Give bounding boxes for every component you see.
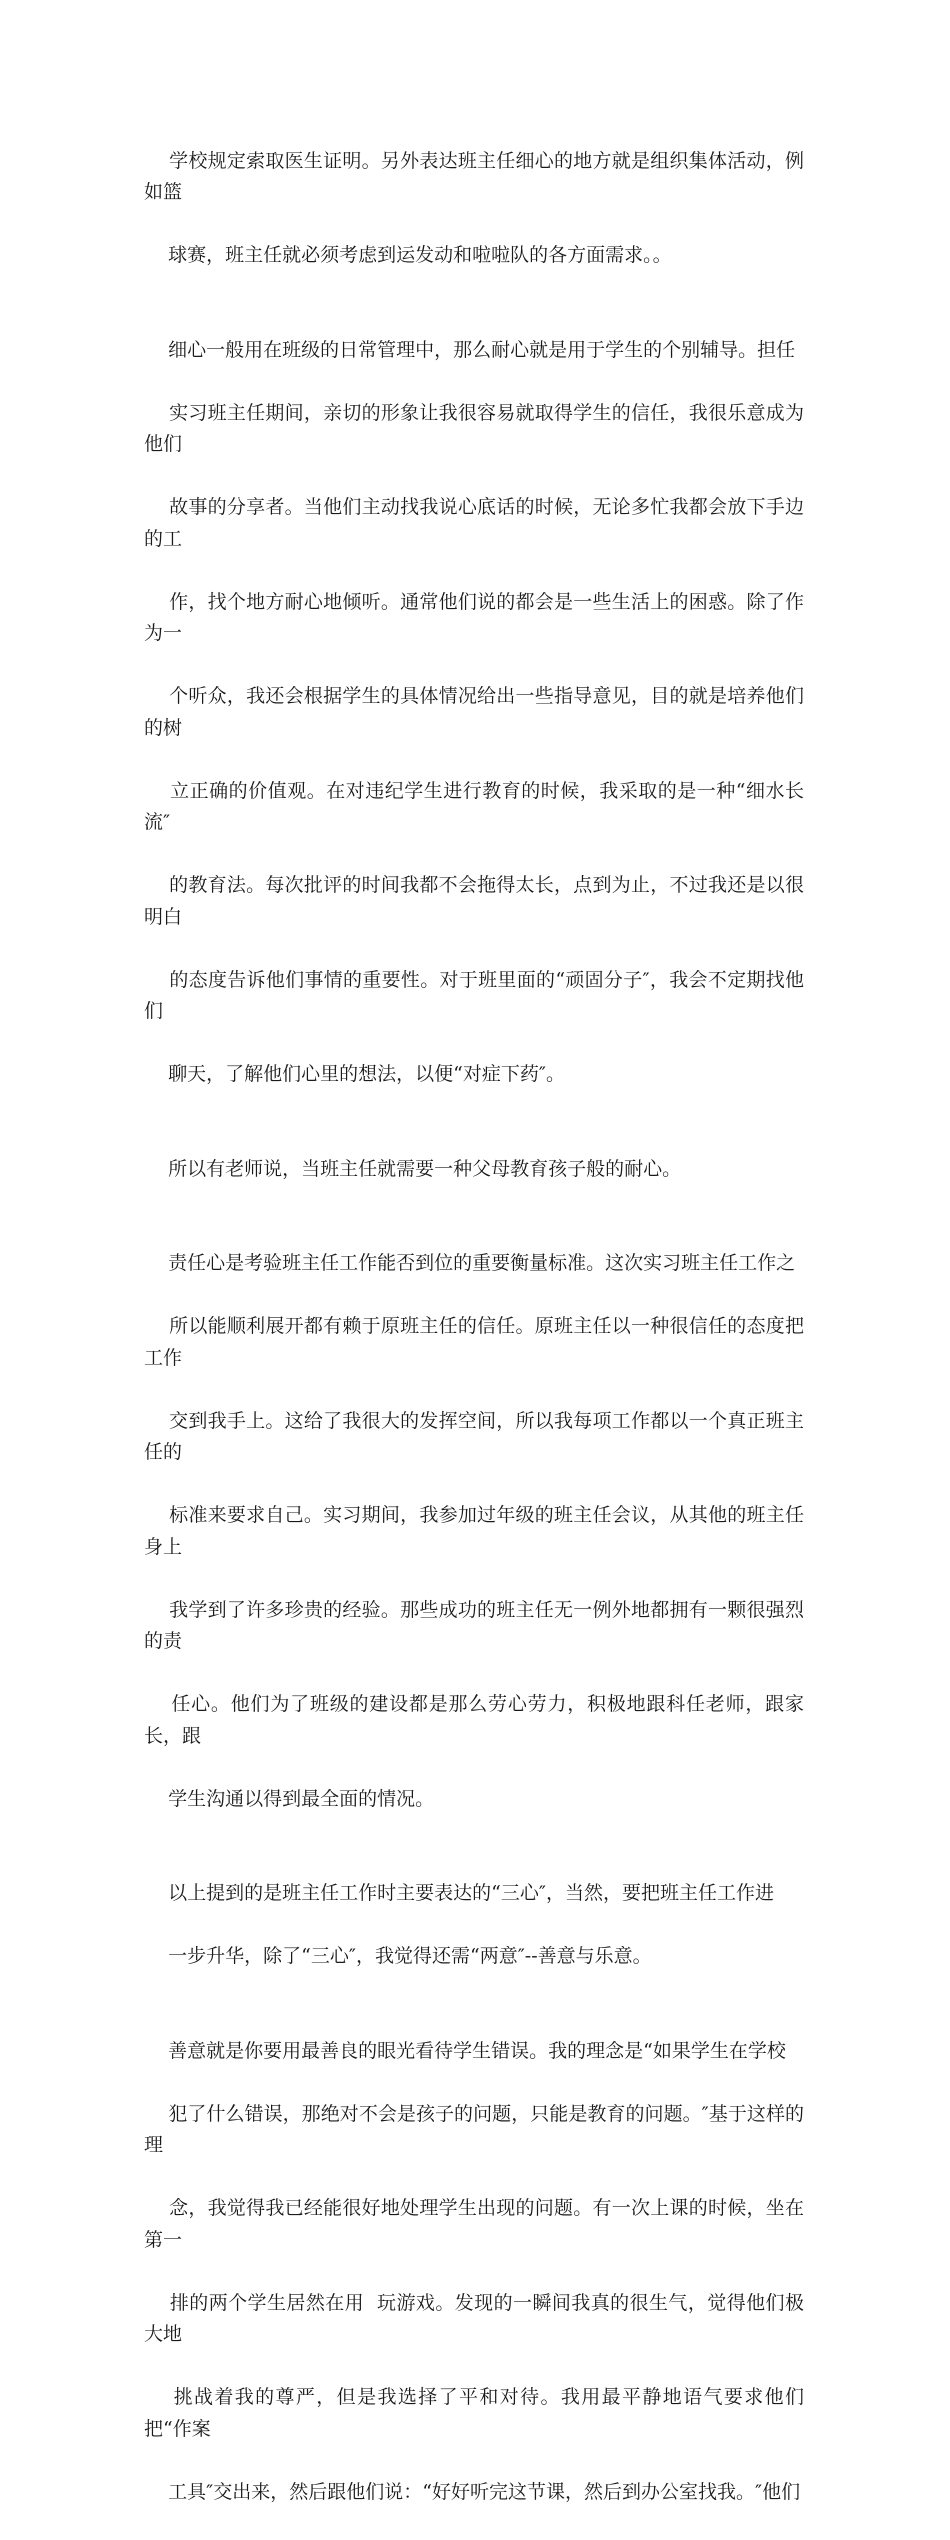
text-line: 一步升华，除了“三心″，我觉得还需“两意″--善意与乐意。	[168, 1945, 652, 1967]
text-line: 细心一般用在班级的日常管理中，那么耐心就是用于学生的个别辅导。担任	[168, 338, 796, 361]
paragraph-5	[144, 1847, 804, 2005]
paragraph-1	[144, 114, 804, 303]
text-line: 球赛，班主任就必须考虑到运发动和啦啦队的各方面需求。。	[168, 244, 672, 266]
paragraph-3	[144, 1122, 804, 1217]
text-line: 工具″交出来，然后跟他们说：“好好听完这节课，然后到办公室找我。″他们	[168, 2480, 801, 2503]
text-line: 以上提到的是班主任工作时主要表达的“三心″，当然，要把班主任工作进	[168, 1882, 774, 1904]
paragraph-4	[144, 1217, 804, 1847]
paragraph-6	[144, 2004, 804, 2540]
text-line: 标准来要求自己。实习期间，我参加过年级的班主任会议，从其他的班主任身上	[144, 1504, 804, 1558]
text-line: 排的两个学生居然在用 玩游戏。发现的一瞬间我真的很生气，觉得他们极大地	[144, 2291, 804, 2345]
text-line: 作，找个地方耐心地倾听。通常他们说的都会是一些生活上的困惑。除了作为一	[144, 590, 804, 644]
text-line: 善意就是你要用最善良的眼光看待学生错误。我的理念是“如果学生在学校	[168, 2039, 786, 2062]
text-line: 挑战着我的尊严，但是我选择了平和对待。我用最平静地语气要求他们把“作案	[144, 2386, 804, 2440]
text-line: 所以有老师说，当班主任就需要一种父母教育孩子般的耐心。	[168, 1157, 682, 1180]
text-line: 交到我手上。这给了我很大的发挥空间，所以我每项工作都以一个真正班主任的	[144, 1409, 804, 1463]
text-line: 所以能顺利展开都有赖于原班主任的信任。原班主任以一种很信任的态度把工作	[144, 1315, 804, 1369]
text-line: 任心。他们为了班级的建设都是那么劳心劳力，积极地跟科任老师，跟家长，跟	[144, 1693, 804, 1747]
text-line: 责任心是考验班主任工作能否到位的重要衡量标准。这次实习班主任工作之	[168, 1252, 796, 1274]
text-line: 的教育法。每次批评的时间我都不会拖得太长，点到为止，不过我还是以很明白	[144, 874, 804, 928]
text-line: 的态度告诉他们事情的重要性。对于班里面的“顽固分子″，我会不定期找他们	[144, 968, 804, 1022]
text-line: 我学到了许多珍贵的经验。那些成功的班主任无一例外地都拥有一颗很强烈的责	[144, 1598, 804, 1652]
text-line: 犯了什么错误，那绝对不会是孩子的问题，只能是教育的问题。″基于这样的理	[144, 2102, 804, 2156]
text-line: 念，我觉得我已经能很好地处理学生出现的问题。有一次上课的时候，坐在第一	[144, 2197, 804, 2251]
document-page	[144, 114, 804, 2540]
text-line: 学校规定索取医生证明。另外表达班主任细心的地方就是组织集体活动，例如篮	[144, 149, 804, 203]
text-line: 故事的分享者。当他们主动找我说心底话的时候，无论多忙我都会放下手边的工	[144, 496, 804, 550]
text-line: 聊天，了解他们心里的想法，以便“对症下药″。	[168, 1063, 565, 1085]
text-line: 个听众，我还会根据学生的具体情况给出一些指导意见，目的就是培养他们的树	[144, 685, 804, 739]
text-line: 立正确的价值观。在对违纪学生进行教育的时候，我采取的是一种“细水长流″	[144, 779, 804, 833]
paragraph-2	[144, 303, 804, 1122]
text-line: 实习班主任期间，亲切的形象让我很容易就取得学生的信任，我很乐意成为他们	[144, 401, 804, 455]
text-line: 学生沟通以得到最全面的情况。	[168, 1787, 435, 1810]
